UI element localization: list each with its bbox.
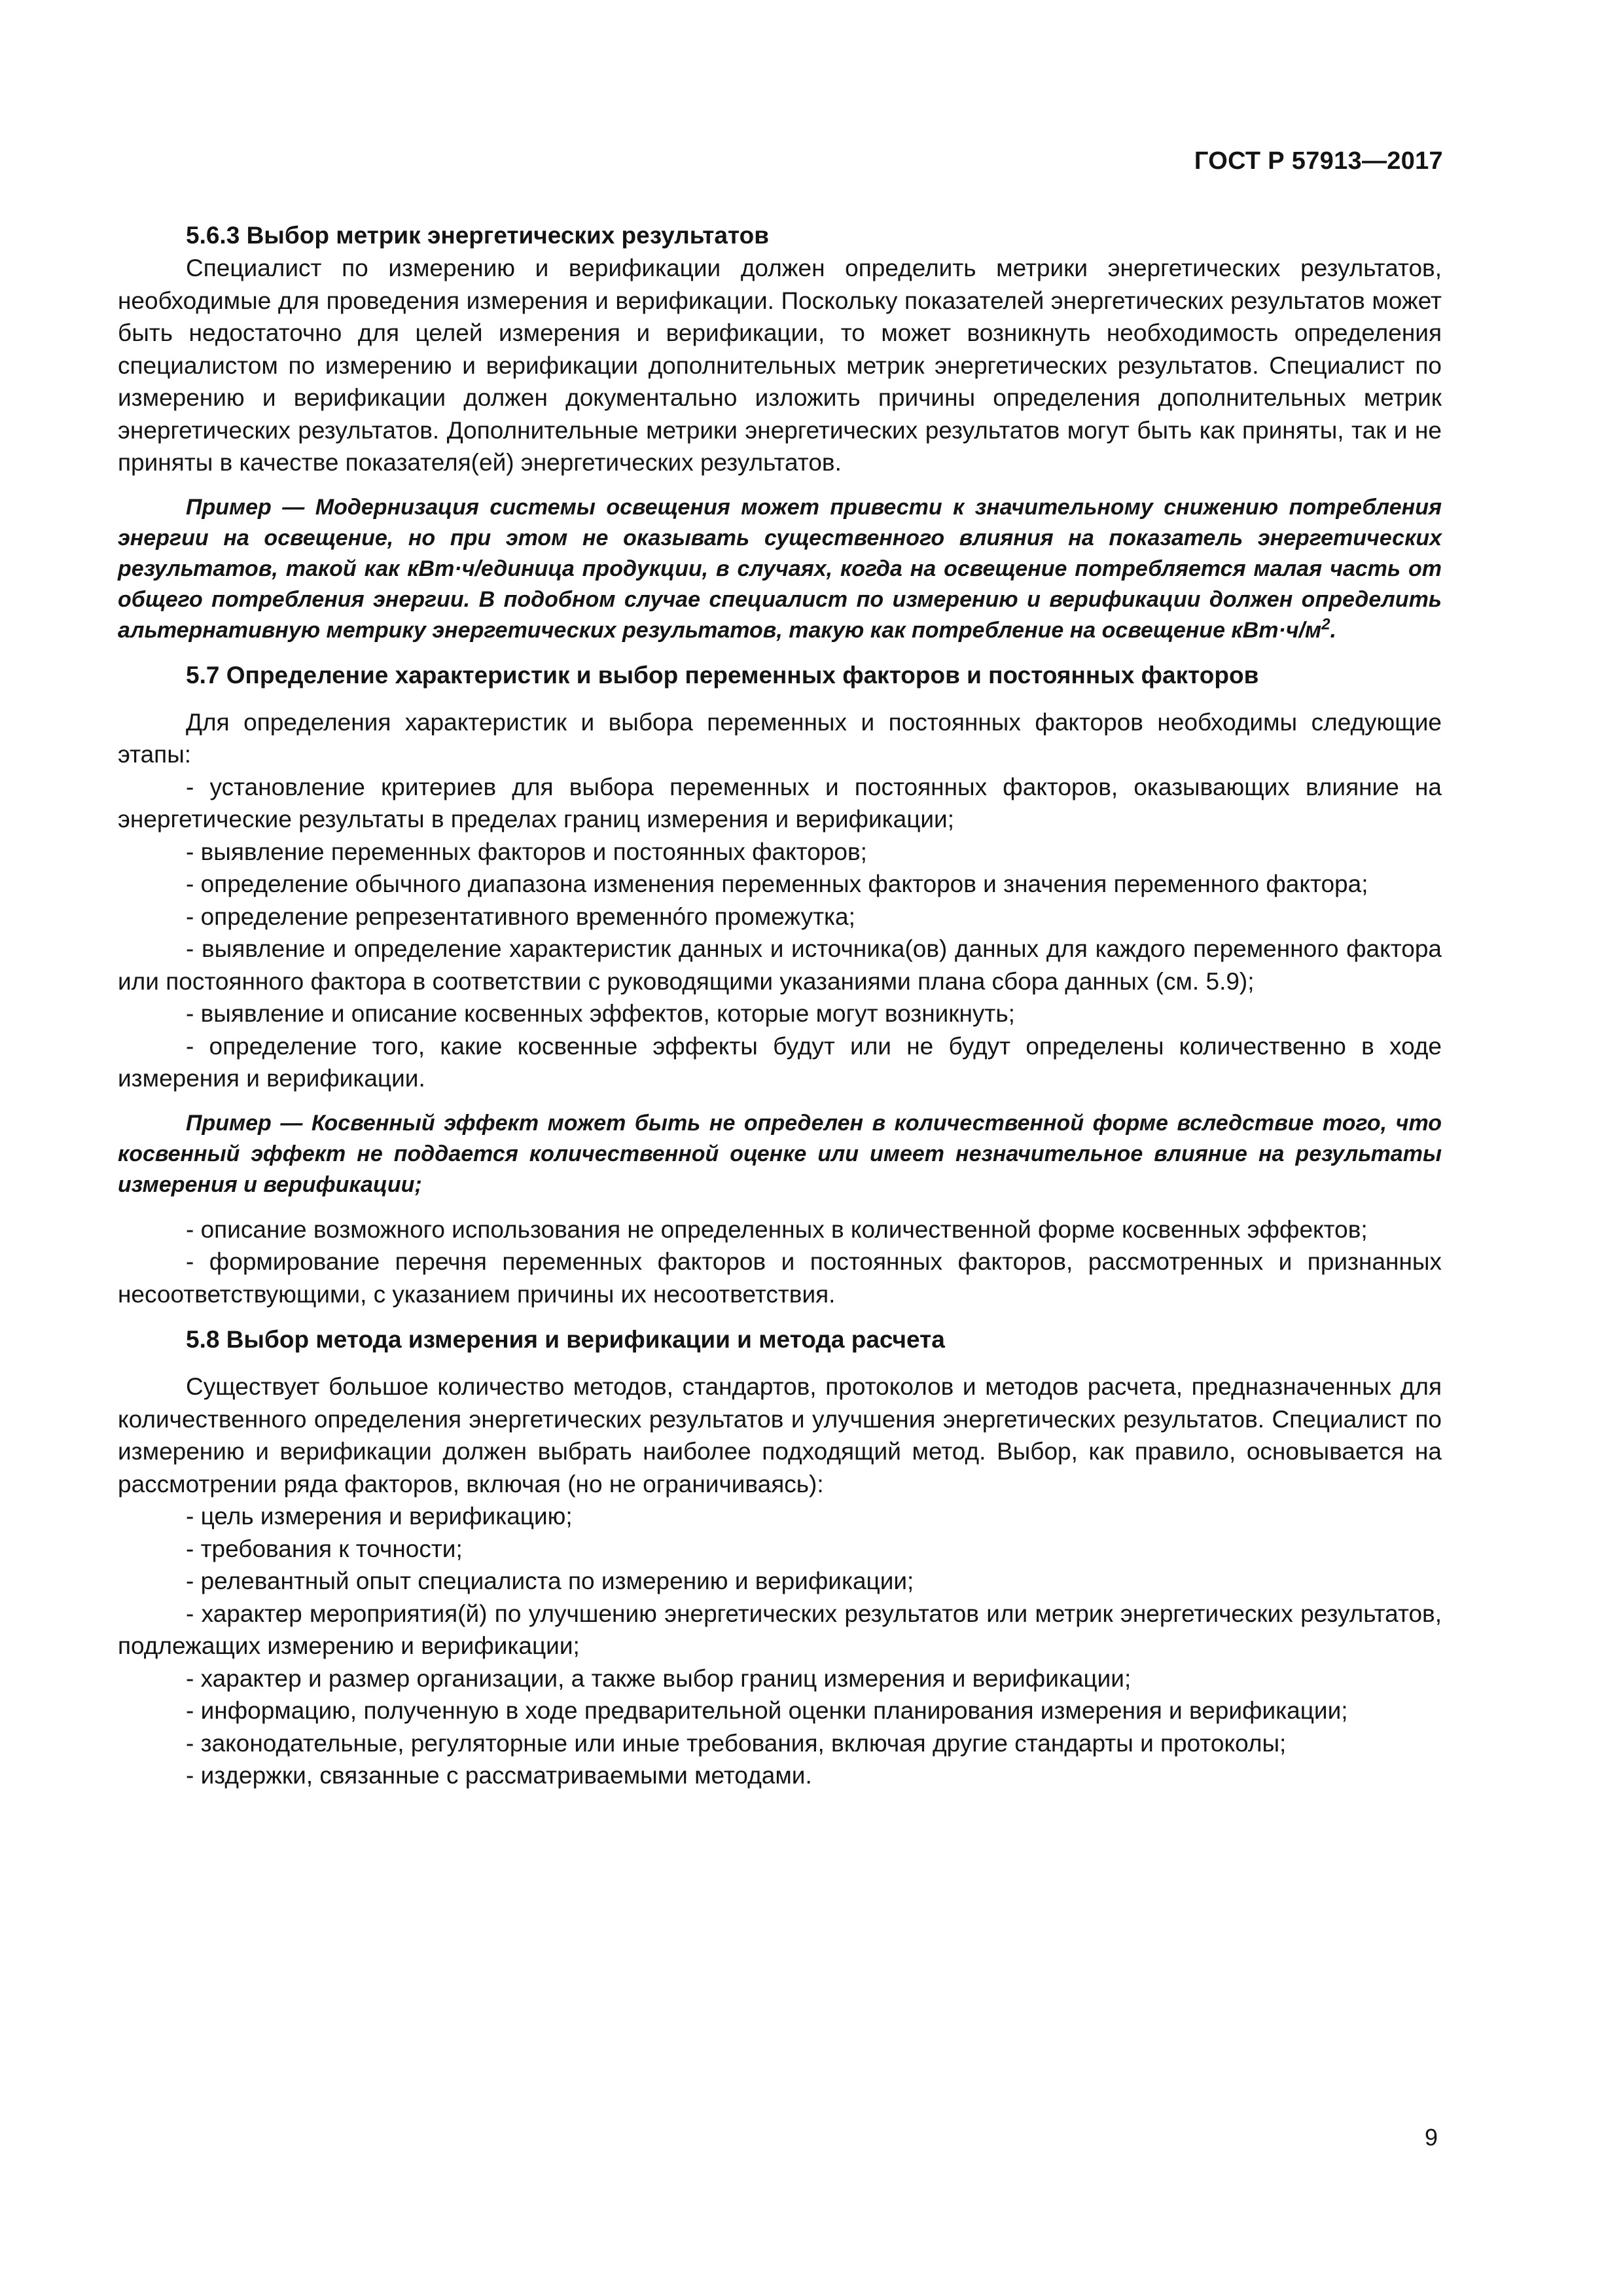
list-item: - определение обычного диапазона изменения переменных факторов и значения переменного фактора;: [186, 870, 1368, 897]
list-item: - цель измерения и верификацию;: [186, 1503, 573, 1530]
list-item: - определение репрезентативного временно́го промежутка;: [186, 903, 855, 930]
example-end: .: [1330, 617, 1336, 643]
document-body: [118, 219, 1442, 1792]
section-5-8-intro: Существует большое количество методов, стандартов, протоколов и методов расчета, предназначенных для количественного определения энергетических результатов и улучшения энергетических результатов. Специалист по измерению и верификации должен выбрать наиболее подходящий метод. Выбор, как правило, основывается на рассмотрении ряда факторов, включая (но не ограничиваясь):: [118, 1373, 1442, 1498]
list-item: - определение того, какие косвенные эффекты будут или не будут определены количественно в ходе измерения и верификации.: [118, 1032, 1442, 1092]
list-item: - издержки, связанные с рассматриваемыми методами.: [186, 1762, 812, 1789]
list-item: - установление критериев для выбора переменных и постоянных факторов, оказывающих влияние на энергетические результаты в пределах границ измерения и верификации;: [118, 773, 1442, 833]
section-5-7-example: Пример — Косвенный эффект может быть не определен в количественной форме вследствие того, что косвенный эффект не поддается количественной оценке или имеет незначительное влияние на результаты измерения и верификации;: [118, 1110, 1442, 1197]
list-item: - информацию, полученную в ходе предварительной оценки планирования измерения и верификации;: [186, 1697, 1348, 1724]
section-5-6-3-example: [118, 492, 1442, 646]
list-item: - релевантный опыт специалиста по измерению и верификации;: [186, 1568, 914, 1594]
list-item: - выявление и определение характеристик данных и источника(ов) данных для каждого переменного фактора или постоянного фактора в соответствии с руководящими указаниями плана сбора данных (см. 5.9);: [118, 935, 1442, 995]
list-item: - описание возможного использования не определенных в количественной форме косвенных эффектов;: [186, 1215, 1368, 1243]
list-item: - формирование перечня переменных факторов и постоянных факторов, рассмотренных и признанных несоответствующими, с указанием причины их несоответствия.: [118, 1248, 1442, 1308]
section-5-7-intro: Для определения характеристик и выбора переменных и постоянных факторов необходимы следующие этапы:: [118, 708, 1442, 768]
list-item: - характер и размер организации, а также выбор границ измерения и верификации;: [186, 1664, 1132, 1692]
section-5-6-3-paragraph: Специалист по измерению и верификации должен определить метрики энергетических результатов, необходимые для проведения измерения и верификации. Поскольку показателей энергетических результатов может быть недостаточно для целей измерения и верификации, то может возникнуть необходимость определения специалистом по измерению и верификации дополнительных метрик энергетических результатов. Специалист по измерению и верификации должен документально изложить причины определения дополнительных метрик энергетических результатов. Дополнительные метрики энергетических результатов могут быть как приняты, так и не приняты в качестве показателя(ей) энергетических результатов.: [118, 255, 1442, 476]
document-code-header: ГОСТ Р 57913—2017: [1194, 147, 1443, 175]
example-superscript: 2: [1321, 615, 1330, 634]
list-item: - выявление переменных факторов и постоянных факторов;: [186, 838, 867, 865]
section-5-8-title: 5.8 Выбор метода измерения и верификации и метода расчета: [186, 1326, 945, 1353]
list-item: - характер мероприятия(й) по улучшению энергетических результатов или метрик энергетических результатов, подлежащих измерению и верификации;: [118, 1600, 1442, 1659]
example-text: Пример — Модернизация системы освещения может привести к значительному снижению потребления энергии на освещение, но при этом не оказывать существенного влияния на показатель энергетических результатов, такой как кВт·ч/единица продукции, в случаях, когда на освещение потребляется малая часть от общего потребления энергии. В подобном случае специалист по измерению и верификации должен определить альтернативную метрику энергетических результатов, такую как потребление на освещение кВт·ч/м: [118, 494, 1442, 643]
section-5-7-title: 5.7 Определение характеристик и выбор переменных факторов и постоянных факторов: [186, 661, 1259, 689]
list-item: - требования к точности;: [186, 1535, 463, 1562]
list-item: - законодательные, регуляторные или иные требования, включая другие стандарты и протоколы;: [186, 1729, 1287, 1757]
list-item: - выявление и описание косвенных эффектов, которые могут возникнуть;: [186, 1000, 1015, 1027]
page-number: 9: [1424, 2124, 1438, 2151]
section-5-6-3-title: 5.6.3 Выбор метрик энергетических результатов: [186, 222, 769, 249]
